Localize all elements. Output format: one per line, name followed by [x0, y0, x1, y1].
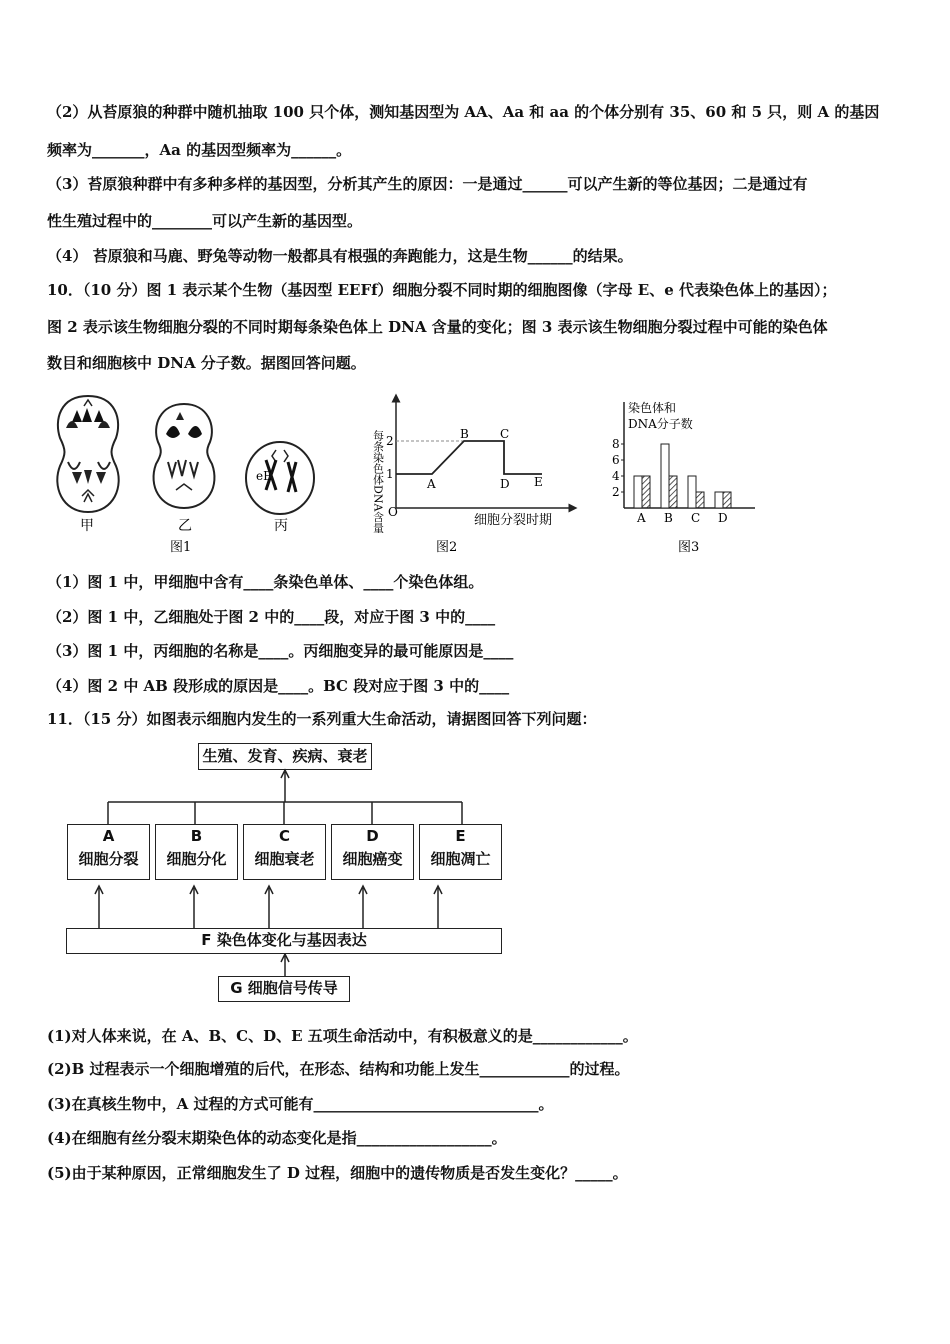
fig3-ticks	[612, 437, 624, 499]
fig3-category-C: C	[691, 511, 701, 525]
q11-box-b	[155, 824, 238, 880]
q11-sub5: (5)由于某种原因，正常细胞发生了 D 过程，细胞中的遗传物质是否发生变化？_____。	[47, 1164, 628, 1182]
fig1-label-yi: 乙	[178, 518, 192, 534]
q9-part2-line1: （2）从苔原狼的种群中随机抽取 100 只个体，测知基因型为 AA、Aa 和 aa 的个体分别有 35、60 和 5 只，则 A 的基因	[47, 103, 880, 121]
q11-g-box: G 细胞信号传导	[218, 976, 350, 1002]
fig3-category-B: B	[664, 511, 673, 525]
q10-sub3: （3）图 1 中，丙细胞的名称是____。丙细胞变异的最可能原因是____	[47, 642, 514, 660]
q11-box-d-name: 细胞癌变	[342, 850, 403, 868]
q9-part3-line2: 性生殖过程中的________可以产生新的基因型。	[47, 212, 363, 230]
q10-sub4: （4）图 2 中 AB 段形成的原因是____。BC 段对应于图 3 中的____	[47, 677, 510, 695]
fig3-ylabel-line1: 染色体和	[628, 401, 677, 415]
cell-yi	[154, 404, 215, 508]
q11-sub4: (4)在细胞有丝分裂末期染色体的动态变化是指__________________。	[47, 1129, 507, 1147]
fig2-point-E: E	[534, 475, 543, 489]
q11-intro: 11．（15 分）如图表示细胞内发生的一系列重大生命活动，请据图回答下列问题：	[47, 710, 597, 728]
q11-sub1: (1)对人体来说，在 A、B、C、D、E 五项生命活动中，有积极意义的是____________。	[47, 1027, 638, 1045]
q11-f-box: F 染色体变化与基因表达	[66, 928, 502, 954]
fig3-bar-D-chromosome	[715, 492, 723, 508]
fig3-bar-A-dna	[642, 476, 650, 508]
q11-box-d-letter: D	[366, 827, 379, 845]
fig2-data-line	[396, 441, 542, 474]
fig2-point-C: C	[500, 427, 510, 441]
q9-part2-line2: 频率为_______，Aa 的基因型频率为______。	[47, 141, 352, 159]
fig2-point-B: B	[460, 427, 469, 441]
fig2-origin: O	[388, 505, 398, 519]
fig3-ytick-6: 6	[612, 453, 620, 467]
q11-sub3: (3)在真核生物中，A 过程的方式可能有______________________________。	[47, 1095, 554, 1113]
q9-part4: （4） 苔原狼和马鹿、野兔等动物一般都具有根强的奔跑能力，这是生物______的结果。	[47, 247, 633, 265]
fig3-category-D: D	[718, 511, 728, 525]
fig3-bar-D-dna	[723, 492, 731, 508]
q11-box-b-letter: B	[190, 827, 203, 845]
q11-box-b-name: 细胞分化	[166, 850, 227, 868]
q10-sub1: （1）图 1 中，甲细胞中含有____条染色单体、____个染色体组。	[47, 573, 484, 591]
fig3-ytick-8: 8	[612, 437, 620, 451]
fig1-label-jia: 甲	[80, 518, 94, 534]
q11-box-a	[67, 824, 150, 880]
q11-box-e-name: 细胞凋亡	[430, 850, 491, 868]
fig2-ytick-2: 2	[386, 434, 394, 448]
figure-1-cells	[48, 390, 338, 560]
cell-bing-genes: eE	[256, 469, 272, 483]
fig3-categories	[636, 511, 728, 525]
q11-box-e-letter: E	[455, 827, 466, 845]
fig3-bar-B-chromosome	[661, 444, 669, 508]
q11-box-a-letter: A	[102, 827, 115, 845]
q11-top-box: 生殖、发育、疾病、衰老	[198, 743, 372, 770]
fig2-xlabel: 细胞分裂时期	[474, 513, 553, 528]
fig2-caption: 图2	[436, 540, 458, 555]
q10-intro-line1: 10．（10 分）图 1 表示某个生物（基因型 EEFf）细胞分裂不同时期的细胞图像（字母 E、e 代表染色体上的基因）；	[47, 281, 837, 299]
q11-box-c-name: 细胞衰老	[254, 850, 315, 868]
fig3-caption: 图3	[678, 540, 700, 555]
fig1-label-bing: 丙	[274, 518, 288, 534]
q10-sub2: （2）图 1 中，乙细胞处于图 2 中的____段，对应于图 3 中的____	[47, 608, 496, 626]
fig3-bar-A-chromosome	[634, 476, 642, 508]
q10-intro-line2: 图 2 表示该生物细胞分裂的不同时期每条染色体上 DNA 含量的变化；图 3 表示该生物细胞分裂过程中可能的染色体	[47, 318, 828, 336]
fig2-point-A: A	[427, 477, 436, 491]
fig3-bars	[634, 444, 731, 508]
fig3-bar-C-dna	[696, 492, 704, 508]
fig3-bar-B-dna	[669, 476, 677, 508]
q9-part3-line1: （3）苔原狼种群中有多种多样的基因型，分析其产生的原因：一是通过______可以产生新的等位基因；二是通过有	[47, 175, 808, 193]
q11-box-c-letter: C	[278, 827, 290, 845]
q11-box-c	[243, 824, 326, 880]
fig3-ytick-2: 2	[612, 485, 620, 499]
q10-intro-line3: 数目和细胞核中 DNA 分子数。据图回答问题。	[47, 354, 366, 372]
fig3-category-A: A	[637, 511, 646, 525]
cell-jia	[57, 396, 118, 512]
fig3-bar-C-chromosome	[688, 476, 696, 508]
q11-box-e	[419, 824, 502, 880]
fig2-point-D: D	[500, 477, 510, 491]
figure-2-dna-per-chromosome	[358, 390, 578, 560]
q11-box-a-name: 细胞分裂	[78, 850, 139, 868]
q11-sub2: (2)B 过程表示一个细胞增殖的后代，在形态、结构和功能上发生____________的过程。	[47, 1060, 630, 1078]
q11-box-d	[331, 824, 414, 880]
fig2-ytick-1: 1	[386, 467, 394, 481]
fig1-caption: 图1	[170, 540, 192, 555]
fig3-ylabel-line2: DNA分子数	[628, 417, 693, 431]
fig3-ytick-4: 4	[612, 469, 620, 483]
fig2-ylabel: 每条染色体DNA含量	[371, 430, 385, 534]
figure-3-bar-chart	[600, 390, 770, 560]
cell-bing	[246, 442, 314, 514]
